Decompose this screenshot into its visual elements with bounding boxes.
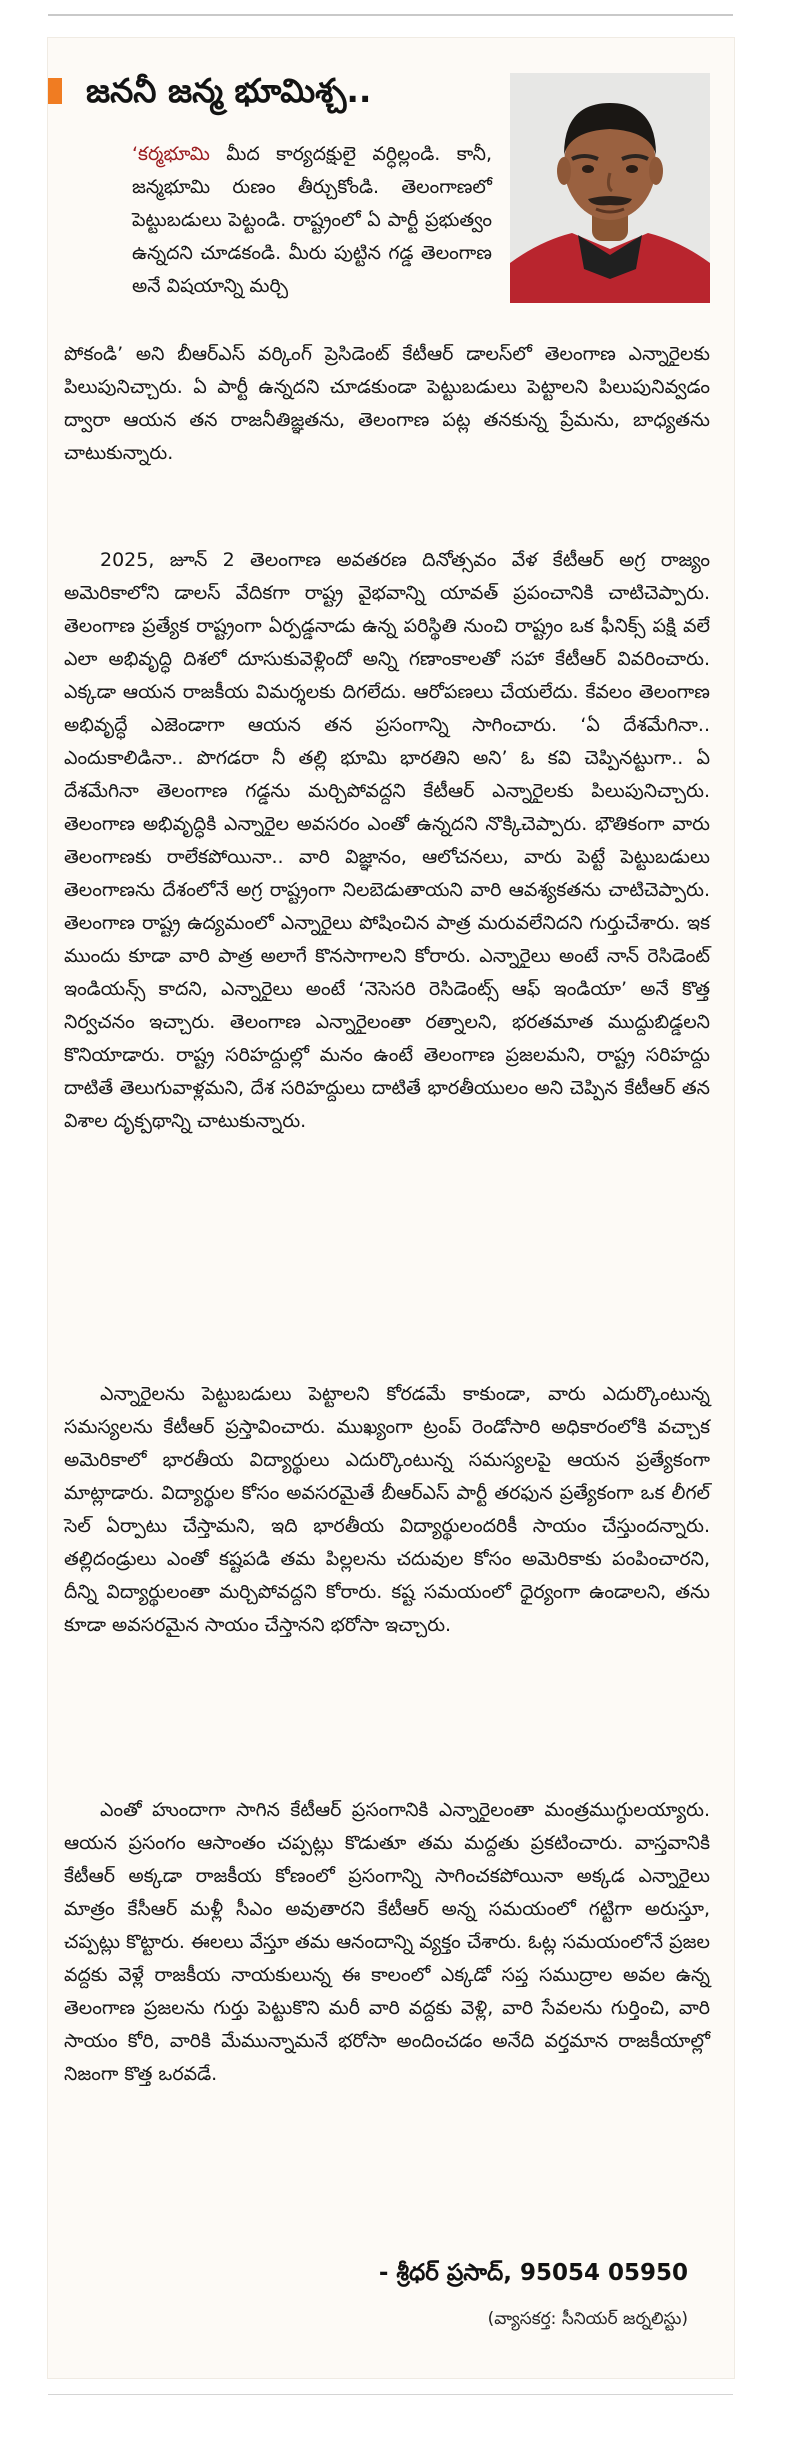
intro-text-narrow	[132, 138, 492, 303]
intro-paragraph-wide	[64, 338, 710, 470]
headline-row	[48, 54, 488, 114]
paragraph-2-text: 2025, జూన్‌ 2 తెలంగాణ అవతరణ దినోత్సవం వేళ కేటీఆర్‌ అగ్ర రాజ్యం అమెరికాలోని డాలస్‌ వేదికగా రాష్ట్ర వైభవాన్ని యావత్‌ ప్రపంచానికి చాటిచెప్పారు. తెలంగాణ ప్రత్యేక రాష్ట్రంగా ఏర్పడ్డనాడు ఉన్న పరిస్థితి నుంచి రాష్ట్రం ఒక ఫీనిక్స్‌ పక్షి వలే ఎలా అభివృద్ధి దిశలో దూసుకువెళ్లిందో అన్ని గణాంకాలతో సహా కేటీఆర్‌ వివరించారు. ఎక్కడా ఆయన రాజకీయ విమర్శలకు దిగలేదు. ఆరోపణలు చేయలేదు. కేవలం తెలంగాణ అభివృద్ధే ఎజెండాగా ఆయన తన ప్రసంగాన్ని సాగించారు. ‘ఏ దేశమేగినా.. ఎందుకాలిడినా.. పొగడరా నీ తల్లి భూమి భారతిని అని’ ఓ కవి చెప్పినట్టుగా.. ఏ దేశమేగినా తెలంగాణ గడ్డను మర్చిపోవద్దని కేటీఆర్‌ ఎన్నారైలకు పిలుపునిచ్చారు. తెలంగాణ అభివృద్ధికి ఎన్నారైల అవసరం ఎంతో ఉన్నదని నొక్కిచెప్పారు. భౌతికంగా వారు తెలంగాణకు రాలేకపోయినా.. వారి విజ్ఞానం, ఆలోచనలు, వారు పెట్టే పెట్టుబడులు తెలంగాణను దేశంలోనే అగ్ర రాష్ట్రంగా నిలబెడుతాయని వారి ఆవశ్యకతను చాటిచెప్పారు. తెలంగాణ రాష్ట్ర ఉద్యమంలో ఎన్నారైలు పోషించిన పాత్ర మరువలేనిదని గుర్తుచేశారు. ఇక ముందు కూడా వారి పాత్ర అలాగే కొనసాగాలని కోరారు. ఎన్నారైలు అంటే నాన్‌ రెసిడెంట్‌ ఇండియన్స్‌ కాదని, ఎన్నారైలు అంటే ‘నెసెసరి రెసిడెంట్స్‌ ఆఫ్‌ ఇండియా’ అనే కొత్త నిర్వచనం ఇచ్చారు. తెలంగాణ ఎన్నారైలంతా రత్నాలని, భరతమాత ముద్దుబిడ్డలని కొనియాడారు. రాష్ట్ర సరిహద్దుల్లో మనం ఉంటే తెలంగాణ ప్రజలమని, రాష్ట్ర సరిహద్దు దాటితే తెలుగువాళ్లమని, దేశ సరిహద్దులు దాటితే భారతీయులం అని చెప్పిన కేటీఆర్‌ తన విశాల దృక్పథాన్ని చాటుకున్నారు.	[64, 549, 710, 1132]
intro-quote-keyword: ‘కర్మభూమి	[132, 143, 210, 165]
paragraph-3-text: ఎన్నారైలను పెట్టుబడులు పెట్టాలని కోరడమే కాకుండా, వారు ఎదుర్కొంటున్న సమస్యలను కేటీఆర్‌ ప్రస్తావించారు. ముఖ్యంగా ట్రంప్‌ రెండోసారి అధికారంలోకి వచ్చాక అమెరికాలో భారతీయ విద్యార్థులు ఎదుర్కొంటున్న సమస్యలపై ఆయన ప్రత్యేకంగా మాట్లాడారు. విద్యార్థుల కోసం అవసరమైతే బీఆర్‌ఎస్‌ పార్టీ తరఫున ప్రత్యేకంగా ఒక లీగల్‌ సెల్‌ ఏర్పాటు చేస్తామని, ఇది భారతీయ విద్యార్థులందరికీ సాయం చేస్తుందన్నారు. తల్లిదండ్రులు ఎంతో కష్టపడి తమ పిల్లలను చదువుల కోసం అమెరికాకు పంపించారని, దీన్ని విద్యార్థులంతా మర్చిపోవద్దని కోరారు. కష్ట సమయంలో ధైర్యంగా ఉండాలని, తను కూడా అవసరమైన సాయం చేస్తానని భరోసా ఇచ్చారు.	[64, 1383, 710, 1636]
author-designation: (వ్యాసకర్త: సీనియర్‌ జర్నలిస్టు)	[487, 2309, 688, 2329]
body-paragraph-3	[64, 1378, 710, 1642]
author-photo	[510, 73, 710, 303]
top-divider	[48, 14, 733, 16]
intro-text-part2: పోకండి’ అని బీఆర్‌ఎస్‌ వర్కింగ్‌ ప్రెసిడెంట్‌ కేటీఆర్‌ డాలస్‌లో తెలంగాణ ఎన్నారైలకు పిలుపునిచ్చారు. ఏ పార్టీ ఉన్నదని చూడకుండా పెట్టుబడులు పెట్టాలని పిలుపునివ్వడం ద్వారా ఆయన తన రాజనీతిజ్ఞతను, తెలంగాణ పట్ల తనకున్న ప్రేమను, బాధ్యతను చాటుకున్నారు.	[64, 343, 710, 464]
article-headline: జననీ జన్మ భూమిశ్చ..	[86, 71, 372, 110]
newspaper-clipping	[48, 38, 734, 2378]
body-paragraph-4	[64, 1794, 710, 2091]
author-signature: - శ్రీధర్‌ ప్రసాద్‌, 95054 05950	[378, 2260, 688, 2286]
paragraph-4-text: ఎంతో హుందాగా సాగిన కేటీఆర్‌ ప్రసంగానికి ఎన్నారైలంతా మంత్రముగ్ధులయ్యారు. ఆయన ప్రసంగం ఆసాంతం చప్పట్లు కొడుతూ తమ మద్దతు ప్రకటించారు. వాస్తవానికి కేటీఆర్‌ అక్కడా రాజకీయ కోణంలో ప్రసంగాన్ని సాగించకపోయినా అక్కడ ఎన్నారైలు మాత్రం కేసీఆర్‌ మళ్లీ సీఎం అవుతారని కేటీఆర్‌ అన్న సమయంలో గట్టిగా అరుస్తూ, చప్పట్లు కొట్టారు. ఈలలు వేస్తూ తమ ఆనందాన్ని వ్యక్తం చేశారు. ఓట్ల సమయంలోనే ప్రజల వద్దకు వెళ్లే రాజకీయ నాయకులున్న ఈ కాలంలో ఎక్కడో సప్త సముద్రాల అవల ఉన్న తెలంగాణ ప్రజలను గుర్తు పెట్టుకొని మరీ వారి వద్దకు వెళ్లి, వారి సేవలను గుర్తించి, వారి సాయం కోరి, వారికి మేమున్నామనే భరోసా అందించడం అనేది వర్తమాన రాజకీయాల్లో నిజంగా కొత్త ఒరవడే.	[64, 1799, 710, 2085]
intro-text-part1: మీద కార్యదక్షులై వర్ధిల్లండి. కానీ, జన్మభూమి రుణం తీర్చుకోండి. తెలంగాణలో పెట్టుబడులు పెట్టండి. రాష్ట్రంలో ఏ పార్టీ ప్రభుత్వం ఉన్నదని చూడకండి. మీరు పుట్టిన గడ్డ తెలంగాణ అనే విషయాన్ని మర్చి	[132, 143, 492, 297]
bottom-divider	[48, 2394, 733, 2395]
author-portrait-icon	[510, 73, 710, 303]
intro-paragraph-narrow	[132, 138, 492, 303]
accent-bar	[48, 78, 62, 104]
body-paragraph-2	[64, 544, 710, 1138]
